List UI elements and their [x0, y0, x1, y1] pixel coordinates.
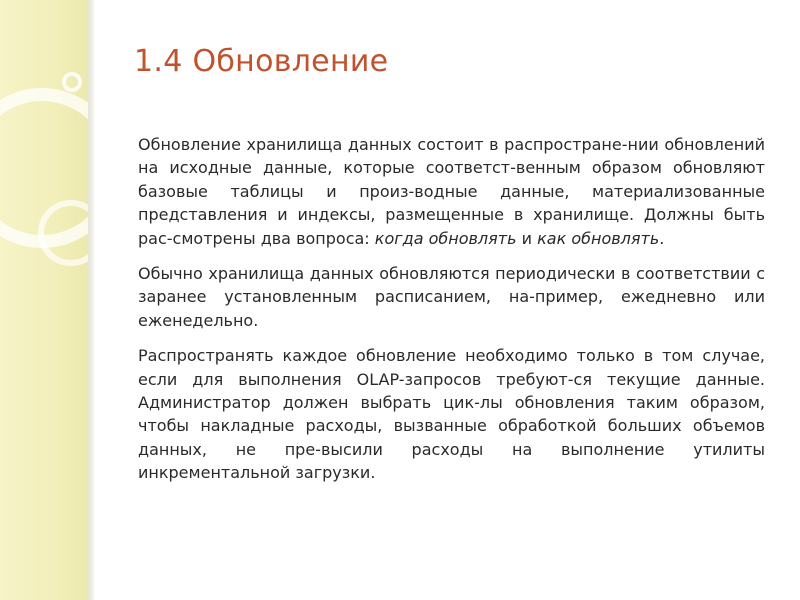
italic-when-to-update: когда обновлять	[374, 228, 517, 248]
small-ring-decoration-icon	[62, 72, 82, 92]
mid-ring-decoration-icon	[38, 200, 104, 266]
paragraph-text: и	[516, 228, 538, 248]
slide-body	[138, 133, 765, 497]
paragraph-text: .	[659, 228, 665, 248]
paragraph-update-definition	[138, 133, 765, 250]
decorative-side-band	[0, 0, 88, 600]
paragraph-periodic-update: Обычно хранилища данных обновляются периодически в соответствии с заранее установленным расписанием, на-пример, ежедневно или еженедельно.	[138, 264, 765, 330]
slide-title: 1.4 Обновление	[134, 44, 389, 79]
paragraph-text: Обновление хранилища данных состоит в распростране-нии обновлений на исходные данные, которые соответст-венным образом обновляют базовые таблицы и произ-водные данные, материализованные представления и индексы, размещенные в хранилище. Должны быть рас-смотрены два вопроса:	[138, 135, 765, 248]
italic-how-to-update: как обновлять	[537, 228, 660, 248]
band-divider	[88, 0, 94, 600]
paragraph-incremental-load: Распространять каждое обновление необходимо только в том случае, если для выполнения OLAP-запросов требуют-ся текущие данные. Администратор должен выбрать цик-лы обновления таким образом, чтобы накладные расходы, вызванные обработкой больших объемов данных, не пре-высили расходы на выполнение утилиты инкрементальной загрузки.	[138, 346, 765, 483]
